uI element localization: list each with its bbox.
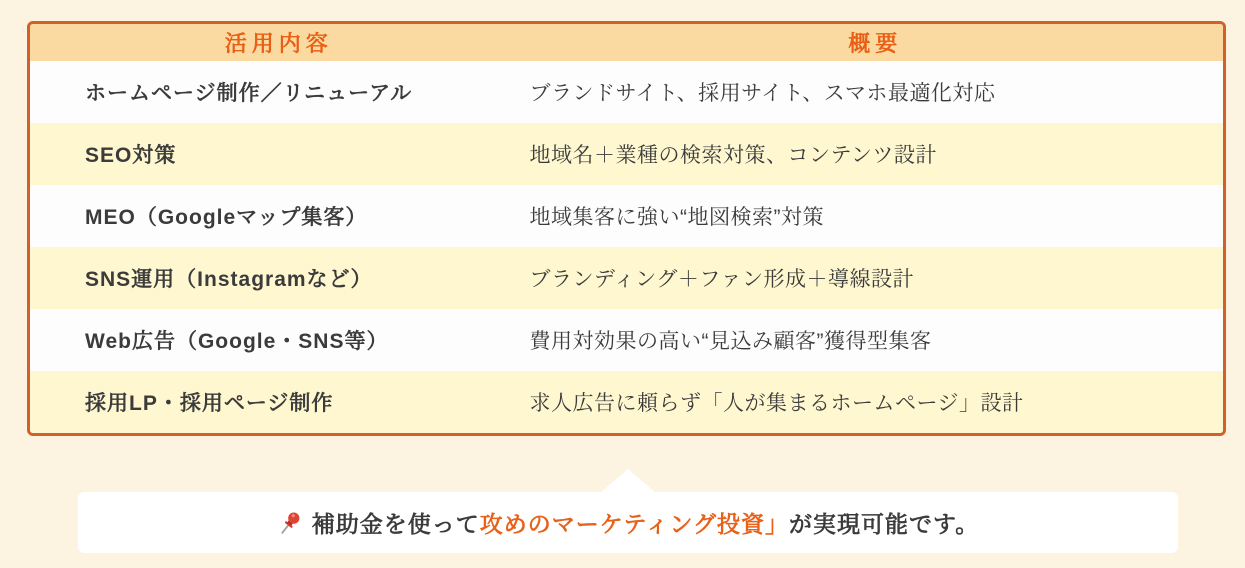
header-usage: 活用内容	[224, 31, 333, 56]
callout-banner	[78, 492, 1178, 553]
callout-text-prefix: 補助金を使って	[311, 511, 480, 537]
usage-cell: SNS運用（Instagramなど）	[85, 268, 373, 291]
summary-cell: ブランディング＋ファン形成＋導線設計	[529, 268, 914, 291]
summary-cell: 地域名＋業種の検索対策、コンテンツ設計	[529, 144, 937, 167]
table-header-row	[30, 24, 1223, 61]
summary-cell: 費用対効果の高い“見込み顧客”獲得型集客	[529, 330, 932, 353]
usage-cell: 採用LP・採用ページ制作	[85, 392, 334, 415]
table-row	[30, 185, 1223, 247]
usage-cell: Web広告（Google・SNS等）	[85, 330, 389, 353]
table-row	[30, 247, 1223, 309]
summary-cell: ブランドサイト、採用サイト、スマホ最適化対応	[529, 82, 996, 105]
callout-text-suffix: が実現可能です。	[789, 511, 980, 537]
table-row	[30, 61, 1223, 123]
usage-cell: SEO対策	[85, 144, 177, 167]
callout-text-highlight: 攻めのマーケティング投資」	[479, 511, 790, 537]
header-summary: 概要	[848, 31, 903, 56]
usage-table	[27, 21, 1226, 436]
usage-cell: ホームページ制作／リニューアル	[85, 82, 413, 105]
table-row	[30, 371, 1223, 433]
callout-text	[312, 506, 979, 539]
table-row	[30, 123, 1223, 185]
usage-cell: MEO（Googleマップ集客）	[85, 206, 368, 229]
summary-cell: 求人広告に頼らず「人が集まるホームページ」設計	[529, 392, 1024, 415]
table-row	[30, 309, 1223, 371]
pushpin-icon	[277, 510, 303, 536]
summary-cell: 地域集客に強い“地図検索”対策	[529, 206, 824, 229]
